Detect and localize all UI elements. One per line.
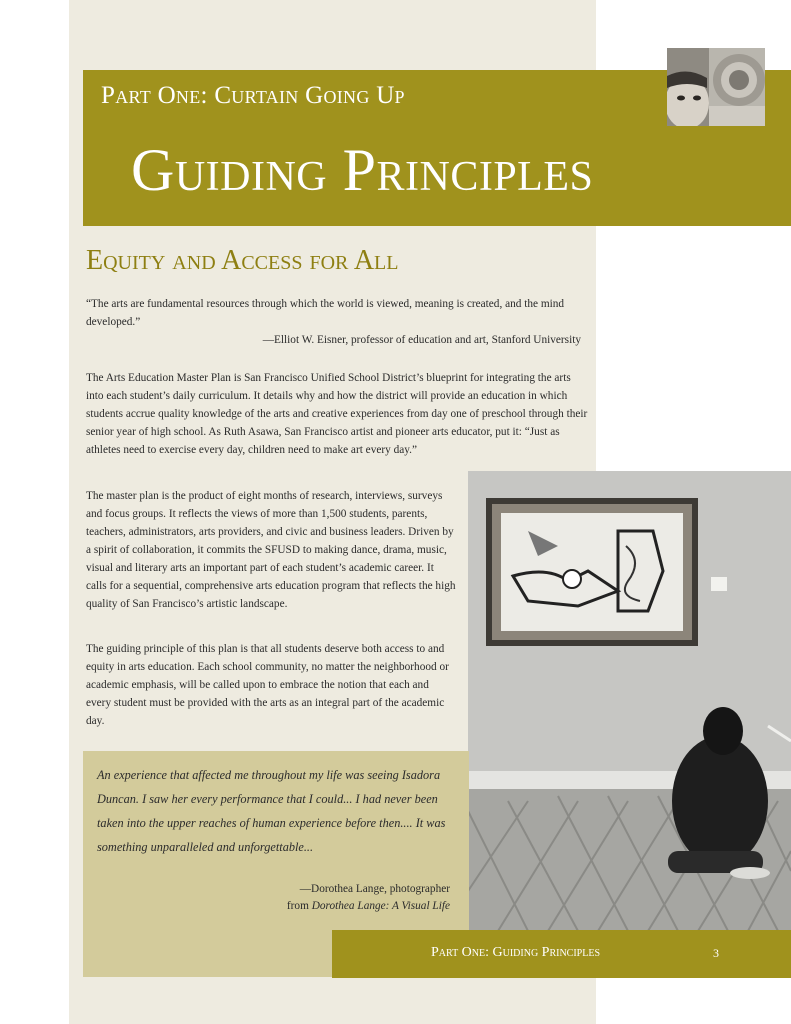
page-title: Guiding Principles	[131, 137, 594, 203]
opening-quote-attribution: —Elliot W. Eisner, professor of education and art, Stanford University	[262, 334, 581, 346]
pull-quote-source-prefix: from	[286, 900, 312, 912]
pull-quote-text: An experience that affected me throughout my life was seeing Isadora Duncan. I saw her every performance that I could... I had never been taken into the upper reaches of human experience before then.... It was something unparalleled and unforgettable...	[97, 768, 446, 854]
footer-band	[332, 930, 791, 978]
museum-photo	[468, 471, 791, 931]
body-paragraph-3: The guiding principle of this plan is that all students deserve both access to and equity in arts education. Each school community, no matter the neighborhood or academic emphasis, will be called upon to embrace the notion that each and every student must be provided with the arts as an integral part of the academic day.	[86, 643, 449, 727]
page-number: 3	[713, 946, 719, 960]
pull-quote-attribution-source-line	[97, 898, 450, 915]
body-paragraph-2: The master plan is the product of eight months of research, interviews, surveys and focus groups. It reflects the views of more than 1,500 students, parents, teachers, administrators, arts providers, and civic and business leaders. Driven by a spirit of collaboration, it commits the SFUSD to making dance, drama, music, visual and literary arts an important part of each student’s academic career. It calls for a sequential, comprehensive arts education program that reflects the high quality of San Francisco’s artistic landscape.	[86, 490, 456, 610]
footer-section-label: Part One: Guiding Principles	[431, 945, 601, 960]
header-photo-child-face	[667, 48, 765, 126]
opening-quote: “The arts are fundamental resources through which the world is viewed, meaning is created, and the mind developed.”	[86, 298, 565, 328]
part-title: Part One: Curtain Going Up	[101, 82, 405, 109]
pull-quote-source-title: Dorothea Lange: A Visual Life	[311, 900, 450, 912]
pull-quote-attribution	[97, 881, 450, 915]
pull-quote-attribution-author: —Dorothea Lange, photographer	[299, 883, 450, 895]
body-paragraph-1: The Arts Education Master Plan is San Francisco Unified School District’s blueprint for integrating the arts into each student’s daily curriculum. It details why and how the district will provide an education in which students accrue quality knowledge of the arts and creative experiences from day one of preschool through their senior year of high school. As Ruth Asawa, San Francisco artist and pioneer arts educator, put it: “Just as athletes need to exercise every day, children need to make art every day.”	[86, 372, 588, 456]
section-heading: Equity and Access for All	[86, 245, 399, 276]
